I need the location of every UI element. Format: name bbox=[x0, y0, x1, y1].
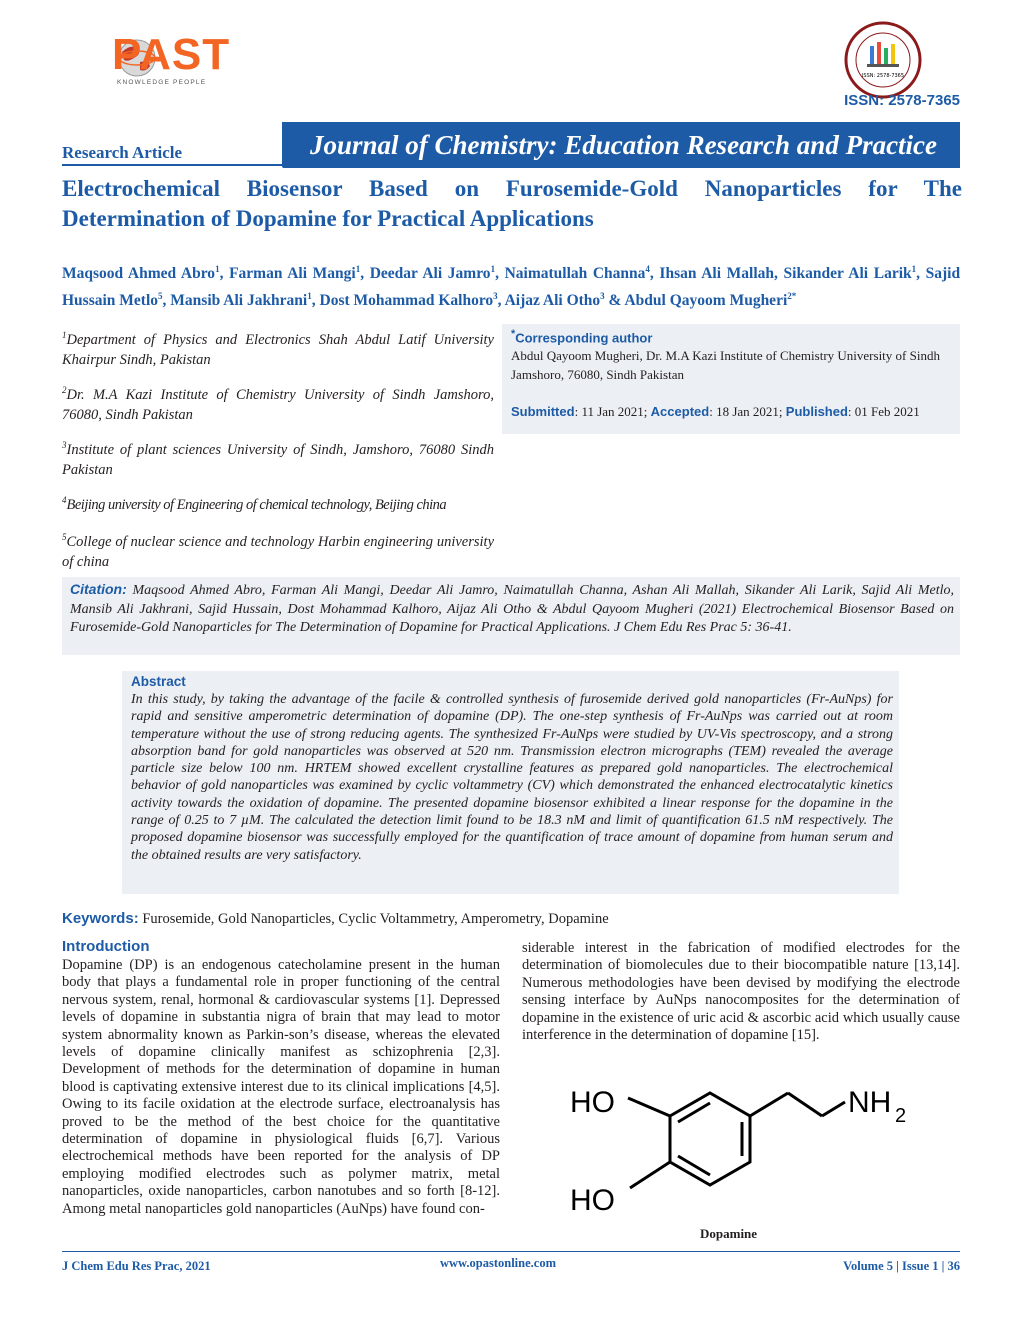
brand-logo-text: PAST bbox=[112, 30, 231, 79]
corresponding-author-title bbox=[511, 328, 652, 345]
author-name: Sikander Ali Larik bbox=[783, 265, 912, 283]
affiliation-1 bbox=[62, 325, 494, 370]
ethylamine-chain bbox=[750, 1093, 845, 1116]
author-affiliation-marker: 1 bbox=[911, 264, 917, 274]
figure-caption: Dopamine bbox=[700, 1226, 758, 1241]
author-affiliation-marker: 2* bbox=[787, 291, 797, 302]
keywords-label: Keywords: bbox=[62, 910, 139, 927]
corresponding-title-text: Corresponding author bbox=[515, 330, 653, 346]
hydroxyl-bonds bbox=[628, 1098, 670, 1188]
brand-logo-tagline: KNOWLEDGE PEOPLE bbox=[117, 79, 207, 86]
accepted-date: 18 Jan 2021 bbox=[716, 404, 779, 419]
publication-dates: Submitted: 11 Jan 2021; Accepted: 18 Jan 2021; Published: 01 Feb 2021 bbox=[511, 404, 920, 419]
accepted-label: Accepted bbox=[650, 404, 710, 419]
published-label: Published bbox=[785, 404, 848, 419]
author-name: Aijaz Ali Otho bbox=[504, 292, 601, 310]
affiliation-2 bbox=[62, 380, 494, 425]
published-date: 01 Feb 2021 bbox=[854, 404, 920, 419]
abstract-body: In this study, by taking the advantage of the facile & controlled synthesis of furosemide derived gold nanoparticles (Fr-AuNps) for rapid and sensitive amperometric determination of dopamine (DP). The one-step synthesis of Fr-AuNps was carried out at room temperature without the use of strong reducing agents. The synthesized Fr-AuNps were studied by UV-Vis spectroscopy, and a strong absorption band for gold nanoparticles was observed at 520 nm. Transmission electron micrographs (TEM) revealed the average particle size below 100 nm. HRTEM showed excellent crystalline features as prepared gold nanoparticles. The electrochemical behavior of gold nanoparticles was examined by cyclic voltammetry (CV) which demonstrated the enhanced electrocatalytic kinetics activity towards the oxidation of dopamine. The presented dopamine biosensor exhibited a linear response for the dopamine in the range of 0.25 to 7 µM. The calculated the detection limit found to be 18.3 nM and limit of quantification 61.5 nM respectively. The proposed dopamine biosensor was successfully employed for the quantification of trace amount of dopamine from human serum and the obtained results are very satisfactory. bbox=[131, 692, 893, 863]
paper-title: Electrochemical Biosensor Based on Furosemide-Gold Nanoparticles for The Determination of Dopamine for Practical Applications bbox=[62, 176, 962, 231]
amine-subscript: 2 bbox=[895, 1105, 907, 1127]
author-affiliation-marker: 5 bbox=[158, 291, 163, 302]
affiliation-text: Dr. M.A Kazi Institute of Chemistry University of Sindh Jamshoro, 76080, Sindh Pakistan bbox=[62, 386, 494, 423]
citation-text: Maqsood Ahmed Abro, Farman Ali Mangi, Deedar Ali Jamro, Naimatullah Channa, Ashan Ali Mallah, Sikander Ali Larik, Sajid Ali Metlo, Mansib Ali Jakhrani, Sajid Hussain, Dost Mohammad Kalhoro, Aijaz Ali Otho & Abdul Qayoom Mugheri (2021) Electrochemical Biosensor Based on Furosemide-Gold Nanoparticles for The Determination of Dopamine for Practical Applications. J Chem Edu Res Prac 5: 36-41. bbox=[70, 583, 955, 635]
affiliation-marker: 1 bbox=[62, 330, 67, 340]
amine-label: NH bbox=[848, 1086, 892, 1119]
author-affiliation-marker: 1 bbox=[355, 264, 361, 274]
citation bbox=[70, 580, 954, 638]
affiliation-marker: 5 bbox=[62, 532, 67, 542]
author-name: Maqsood Ahmed Abro bbox=[62, 265, 216, 283]
author-affiliation-marker: 4 bbox=[645, 264, 650, 274]
affiliation-3 bbox=[62, 435, 494, 480]
author-name: Mansib Ali Jakhrani bbox=[170, 292, 308, 310]
affiliation-4 bbox=[62, 490, 494, 515]
affiliation-text: Beijing university of Engineering of chemical technology, Beijing china bbox=[66, 496, 447, 513]
footer-website-link[interactable]: www.opastonline.com bbox=[440, 1256, 556, 1270]
author-affiliation-marker: 3 bbox=[493, 291, 498, 302]
citation-label: Citation: bbox=[70, 581, 127, 597]
corresponding-marker: * bbox=[511, 328, 516, 340]
affiliation-marker: 3 bbox=[62, 440, 67, 450]
corresponding-author-address: Abdul Qayoom Mugheri, Dr. M.A Kazi Institute of Chemistry University of Sindh Jamshoro, 76080, Sindh Pakistan bbox=[511, 348, 940, 382]
affiliation-text: Institute of plant sciences University of Sindh, Jamshoro, 76080 Sindh Pakistan bbox=[62, 441, 494, 478]
submitted-label: Submitted bbox=[511, 404, 575, 419]
author-affiliation-marker: 3 bbox=[600, 291, 605, 302]
journal-seal-icon bbox=[843, 20, 923, 100]
keywords-text: Furosemide, Gold Nanoparticles, Cyclic Voltammetry, Amperometry, Dopamine bbox=[142, 911, 609, 927]
author-list: Maqsood Ahmed Abro$^1$, Farman Ali Mangi$^1$, Deedar Ali Jamro$^1$, Naimatullah Channa$^4$, Ihsan Ali Mallah, Sikander Ali Larik$^1$, Sajid Hussain Metlo$^5$, Mansib Ali Jakhrani$^1$, Dost Mohammad Kalhoro$^3$, Aijaz Ali Otho$^3$ & Abdul Qayoom Mugheri$^{2*}$ bbox=[62, 264, 961, 310]
affiliation-text: Department of Physics and Electronics Shah Abdul Latif University Khairpur Sindh, Pakistan bbox=[62, 331, 494, 368]
submitted-date: 11 Jan 2021 bbox=[581, 404, 644, 419]
author-name: Sajid Hussain Metlo bbox=[62, 265, 961, 310]
author-name: Ihsan Ali Mallah bbox=[659, 265, 775, 283]
introduction-heading: Introduction bbox=[62, 938, 150, 955]
author-affiliation-marker: 1 bbox=[490, 264, 496, 274]
author-name: Farman Ali Mangi bbox=[229, 265, 356, 283]
benzene-ring bbox=[670, 1093, 750, 1185]
footer-volume-issue: Volume 5 | Issue 1 | 36 bbox=[843, 1259, 960, 1273]
dopamine-structure-figure bbox=[560, 1078, 920, 1228]
author-name: Dost Mohammad Kalhoro bbox=[319, 292, 494, 310]
author-name: Naimatullah Channa bbox=[504, 265, 646, 283]
affiliation-marker: 4 bbox=[62, 495, 67, 505]
footer-journal-citation: J Chem Edu Res Prac, 2021 bbox=[62, 1259, 211, 1273]
affiliation-marker: 2 bbox=[62, 385, 67, 395]
article-type-label: Research Article bbox=[62, 143, 183, 162]
footer-divider bbox=[62, 1251, 960, 1252]
hydroxyl-label-top: HO bbox=[570, 1086, 615, 1119]
issn-label: ISSN: 2578-7365 bbox=[844, 92, 960, 109]
seal-issn-text: ISSN: 2578-7365 bbox=[861, 73, 905, 79]
affiliation-5 bbox=[62, 527, 494, 572]
header-divider bbox=[62, 164, 282, 166]
author-name: Abdul Qayoom Mugheri bbox=[624, 292, 788, 310]
abstract-title: Abstract bbox=[131, 674, 186, 689]
introduction-right-column: siderable interest in the fabrication of modified electrodes for the determination of biomolecules due to their biocompatible nature [13,14]. Numerous methodologies have been devised by modifying the electrode sensing interface by AuNps nanocomposites for the determination of dopamine in the existence of uric acid & ascorbic acid which usually cause interference in the determination of dopamine [15]. bbox=[522, 940, 960, 1044]
author-affiliation-marker: 1 bbox=[307, 291, 312, 302]
hydroxyl-label-bottom: HO bbox=[570, 1184, 615, 1217]
affiliation-text: College of nuclear science and technology Harbin engineering university of china bbox=[62, 533, 494, 570]
author-name: Deedar Ali Jamro bbox=[369, 265, 491, 283]
author-affiliation-marker: 1 bbox=[215, 264, 220, 274]
introduction-left-column: Dopamine (DP) is an endogenous catecholamine present in the human body that plays a fundamental role in proper functioning of the central nervous system, renal, hormonal & cardiovascular systems [1]. Depressed levels of dopamine in substantia nigra of brain that may lead to motor system abnormality known as Parkin-son’s disease, whereas the elevated levels of dopamine clinically manifest as schizophrenia [2,3]. Development of methods for the determination of dopamine in human blood is captivating extensive interest due to its clinical implications [4,5]. Owing to its facile oxidation at the electrode surface, electroanalysis has proved to be the method of the best choice for the quantitative determination of dopamine in physiological fluids [6,7]. Various electrochemical methods have been reported for the analysis of DP employing modified electrodes such as polymer matrix, metal nanoparticles, oxide nanoparticles, carbon nanotubes and so forth [8-12]. Among metal nanoparticles gold nanoparticles (AuNps) have found con- bbox=[62, 957, 500, 1217]
journal-title: Journal of Chemistry: Education Research and Practice bbox=[310, 130, 938, 160]
keywords bbox=[62, 910, 960, 928]
